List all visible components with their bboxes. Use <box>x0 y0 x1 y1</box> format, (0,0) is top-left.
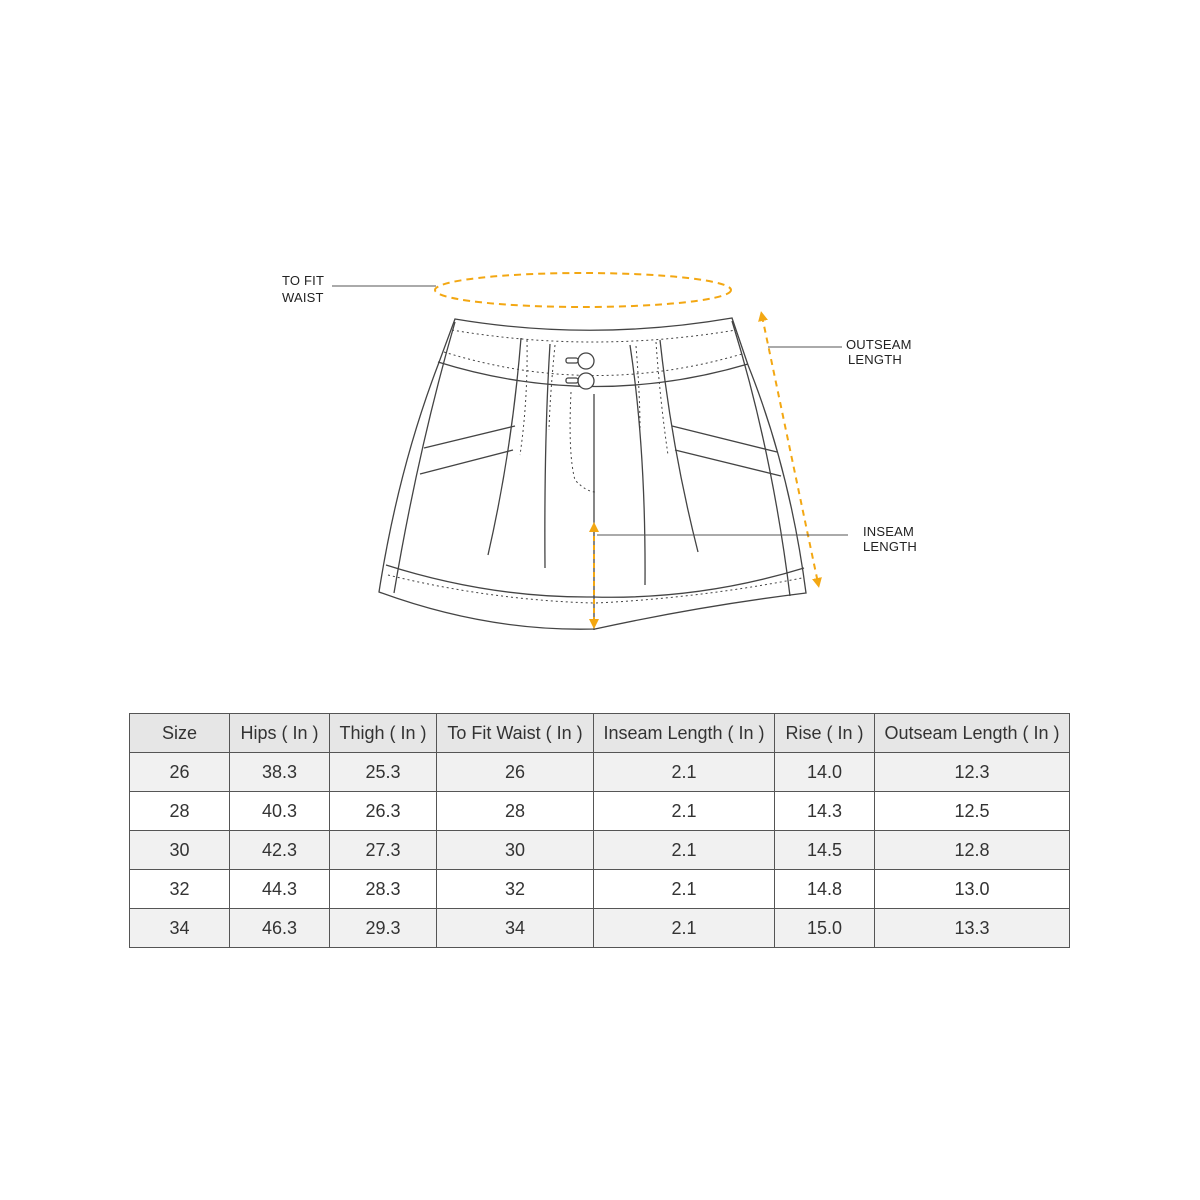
table-cell: 30 <box>130 831 230 870</box>
table-cell: 30 <box>437 831 594 870</box>
table-cell: 34 <box>437 909 594 948</box>
table-cell: 26 <box>437 753 594 792</box>
size-table <box>129 713 1070 948</box>
table-cell: 14.3 <box>775 792 875 831</box>
column-header: Inseam Length ( In ) <box>594 714 775 753</box>
table-header-row <box>130 714 1070 753</box>
table-cell: 42.3 <box>230 831 330 870</box>
table-cell: 38.3 <box>230 753 330 792</box>
table-cell: 12.5 <box>875 792 1070 831</box>
table-cell: 2.1 <box>594 792 775 831</box>
table-cell: 26 <box>130 753 230 792</box>
table-cell: 27.3 <box>330 831 437 870</box>
table-cell: 2.1 <box>594 909 775 948</box>
shorts-illustration <box>379 318 806 630</box>
column-header: Thigh ( In ) <box>330 714 437 753</box>
table-cell: 2.1 <box>594 870 775 909</box>
table-cell: 28.3 <box>330 870 437 909</box>
table-body <box>130 753 1070 948</box>
table-row <box>130 870 1070 909</box>
table-cell: 44.3 <box>230 870 330 909</box>
table-cell: 2.1 <box>594 831 775 870</box>
table-cell: 15.0 <box>775 909 875 948</box>
table-cell: 25.3 <box>330 753 437 792</box>
table-cell: 32 <box>437 870 594 909</box>
column-header: Hips ( In ) <box>230 714 330 753</box>
inseam-label-line2: LENGTH <box>863 539 917 554</box>
column-header: Rise ( In ) <box>775 714 875 753</box>
table-cell: 13.0 <box>875 870 1070 909</box>
table-cell: 28 <box>437 792 594 831</box>
table-cell: 26.3 <box>330 792 437 831</box>
table-cell: 32 <box>130 870 230 909</box>
table-row <box>130 753 1070 792</box>
column-header: To Fit Waist ( In ) <box>437 714 594 753</box>
column-header: Size <box>130 714 230 753</box>
table-cell: 12.3 <box>875 753 1070 792</box>
outseam-label-line2: LENGTH <box>848 352 902 367</box>
size-chart <box>129 713 1070 948</box>
table-cell: 12.8 <box>875 831 1070 870</box>
table-cell: 14.0 <box>775 753 875 792</box>
table-cell: 14.8 <box>775 870 875 909</box>
inseam-label-line1: INSEAM <box>863 524 915 539</box>
table-cell: 13.3 <box>875 909 1070 948</box>
table-cell: 14.5 <box>775 831 875 870</box>
table-row <box>130 831 1070 870</box>
table-cell: 2.1 <box>594 753 775 792</box>
table-cell: 34 <box>130 909 230 948</box>
waist-label-line2: WAIST <box>282 290 324 305</box>
column-header: Outseam Length ( In ) <box>875 714 1070 753</box>
table-row <box>130 792 1070 831</box>
waist-measure-ellipse <box>435 273 731 307</box>
table-cell: 28 <box>130 792 230 831</box>
waist-label-line1: TO FIT <box>282 273 325 288</box>
table-cell: 29.3 <box>330 909 437 948</box>
table-cell: 40.3 <box>230 792 330 831</box>
table-cell: 46.3 <box>230 909 330 948</box>
table-row <box>130 909 1070 948</box>
outseam-label-line1: OUTSEAM <box>846 337 912 352</box>
